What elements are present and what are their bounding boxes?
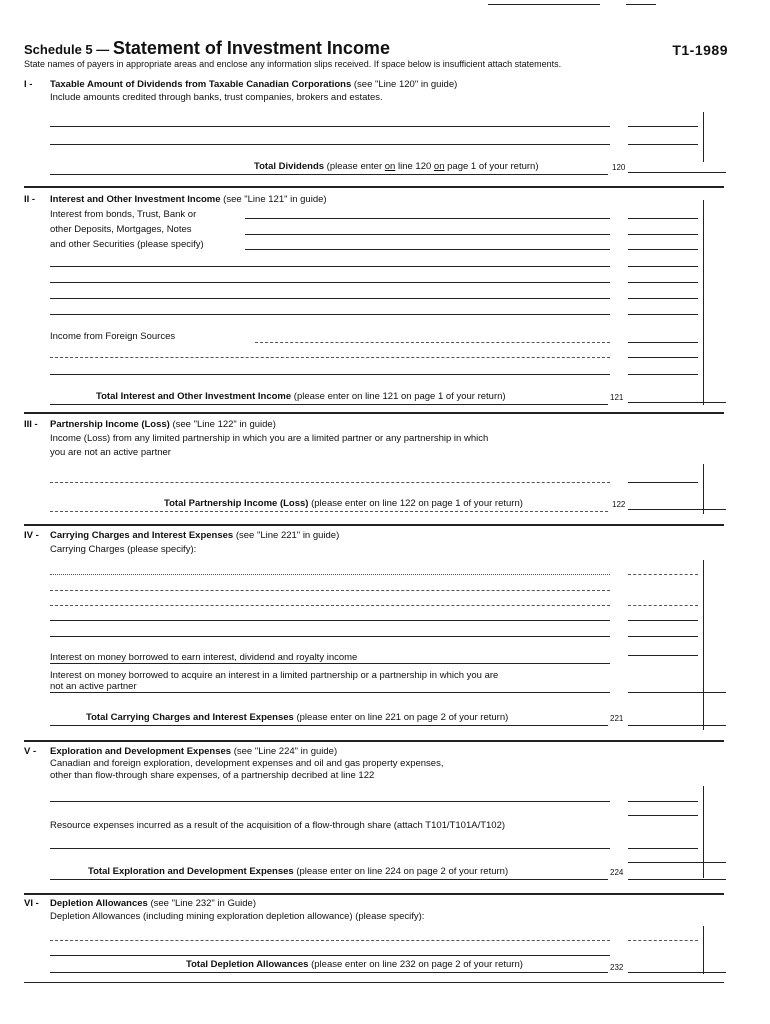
carrying-entry-line[interactable] [50, 574, 610, 575]
section-divider [24, 740, 724, 742]
interest-sub-1: Interest from bonds, Trust, Bank or [50, 209, 197, 220]
total-carrying-title: Total Carrying Charges and Interest Expenses [86, 712, 294, 723]
total-depletion-title: Total Depletion Allowances [186, 959, 309, 970]
depletion-entry-line[interactable] [50, 955, 610, 956]
dividend-entry-line[interactable] [50, 126, 610, 127]
total-dividends-text: (please enter [324, 161, 385, 172]
interest-borrowed-2-amount[interactable] [628, 692, 726, 693]
total-exploration-label [88, 866, 508, 877]
section-2-ref: (see "Line 121" in guide) [220, 194, 327, 205]
interest-borrowed-1-line[interactable] [50, 663, 610, 664]
foreign-amount-line[interactable] [628, 357, 698, 358]
interest-entry-line[interactable] [50, 314, 610, 315]
total-dividends-rule [50, 174, 608, 175]
form-number: T1-1989 [672, 42, 728, 58]
interest-amount-line[interactable] [628, 266, 698, 267]
total-dividends-on: on [384, 161, 396, 172]
line-number-121: 121 [610, 393, 624, 402]
resource-amount-line[interactable] [628, 862, 726, 863]
total-interest-amount[interactable] [628, 402, 726, 403]
line-number-224: 224 [610, 868, 624, 877]
partnership-sub-2: you are not an active partner [50, 447, 171, 458]
section-divider [24, 893, 724, 895]
total-partnership-label [164, 498, 523, 509]
dividend-entry-line[interactable] [50, 144, 610, 145]
resource-expenses-label: Resource expenses incurred as a result of the acquisition of a flow-through share (attach T101/T101A/T102) [50, 820, 506, 831]
total-partnership-rule [50, 511, 608, 512]
total-exploration-rule [50, 879, 608, 880]
section-1-ref: (see "Line 120" in guide) [351, 79, 458, 90]
resource-amount-line[interactable] [628, 815, 698, 816]
interest-sub-2: other Deposits, Mortgages, Notes [50, 224, 192, 235]
exploration-amount-line[interactable] [628, 801, 698, 802]
foreign-amount-line[interactable] [628, 342, 698, 343]
total-depletion-rule [50, 972, 608, 973]
total-dividends-line: line 120 [395, 161, 434, 172]
line-number-122: 122 [612, 500, 626, 509]
interest-amount-line[interactable] [628, 314, 698, 315]
section-2-heading [50, 194, 327, 205]
cents-divider [703, 560, 704, 730]
section-6-ref: (see "Line 232" in Guide) [147, 898, 256, 909]
interest-borrowed-2b: not an active partner [50, 681, 137, 692]
section-1-number: I - [24, 79, 33, 90]
total-dividends-on2: on [433, 161, 445, 172]
interest-entry-line[interactable] [245, 249, 610, 250]
top-rule-left [488, 4, 600, 5]
total-dividends-amount[interactable] [628, 172, 726, 173]
section-1-title: Taxable Amount of Dividends from Taxable Canadian Corporations [50, 79, 352, 90]
carrying-charges-sub: Carrying Charges (please specify): [50, 544, 197, 555]
total-exploration-text: (please enter on line 224 on page 2 of your return) [293, 866, 509, 877]
line-number-221: 221 [610, 714, 624, 723]
interest-amount-line[interactable] [628, 249, 698, 250]
resource-amount-line[interactable] [628, 848, 698, 849]
line-number-232: 232 [610, 963, 624, 972]
interest-entry-line[interactable] [245, 234, 610, 235]
total-dividends-page: page 1 of your return) [444, 161, 539, 172]
total-interest-title: Total Interest and Other Investment Income [96, 391, 292, 402]
foreign-amount-line[interactable] [628, 374, 698, 375]
interest-amount-line[interactable] [628, 298, 698, 299]
total-depletion-amount[interactable] [628, 972, 726, 973]
section-4-title: Carrying Charges and Interest Expenses [50, 530, 234, 541]
interest-borrowed-1-amount[interactable] [628, 655, 698, 656]
total-partnership-title: Total Partnership Income (Loss) [164, 498, 309, 509]
bottom-rule [24, 982, 724, 983]
partnership-sub-1: Income (Loss) from any limited partnership in which you are a limited partner or any partnership in which [50, 433, 489, 444]
interest-amount-line[interactable] [628, 234, 698, 235]
total-depletion-label [186, 959, 523, 970]
instructions: State names of payers in appropriate areas and enclose any information slips received. If space below is insufficient attach statements. [24, 59, 562, 69]
schedule-title: Statement of Investment Income [112, 38, 390, 58]
section-divider [24, 186, 724, 188]
interest-entry-line[interactable] [50, 298, 610, 299]
resource-entry-line[interactable] [50, 848, 610, 849]
section-divider [24, 524, 724, 526]
section-5-ref: (see "Line 224" in guide) [231, 746, 338, 757]
section-4-number: IV - [24, 530, 39, 541]
foreign-income-label: Income from Foreign Sources [50, 331, 176, 342]
title-dash: — [96, 42, 110, 57]
schedule-label: Schedule 5 [24, 42, 93, 57]
line-number-120: 120 [612, 163, 626, 172]
partnership-amount-line[interactable] [628, 482, 698, 483]
exploration-entry-line[interactable] [50, 801, 610, 802]
total-carrying-label [86, 712, 508, 723]
foreign-income-line[interactable] [255, 342, 610, 343]
carrying-amount-line[interactable] [628, 605, 698, 606]
total-carrying-amount[interactable] [628, 725, 726, 726]
cents-divider [703, 786, 704, 878]
total-depletion-text: (please enter on line 232 on page 2 of your return) [308, 959, 523, 970]
dividend-amount-line[interactable] [628, 144, 698, 145]
interest-entry-line[interactable] [245, 218, 610, 219]
section-5-number: V - [24, 746, 37, 757]
total-partnership-text: (please enter on line 122 on page 1 of your return) [308, 498, 523, 509]
section-2-title: Interest and Other Investment Income [50, 194, 221, 205]
section-5-heading [50, 746, 337, 757]
depletion-entry-line[interactable] [50, 940, 610, 941]
interest-sub-3: and other Securities (please specify) [50, 239, 204, 250]
interest-borrowed-2a: Interest on money borrowed to acquire an interest in a limited partnership or a partnership in which you are [50, 670, 499, 681]
depletion-sub: Depletion Allowances (including mining exploration depletion allowance) (please specify): [50, 911, 425, 922]
total-interest-label [96, 391, 506, 402]
depletion-amount-line[interactable] [628, 940, 698, 941]
interest-entry-line[interactable] [50, 266, 610, 267]
section-6-title: Depletion Allowances [50, 898, 148, 909]
section-3-heading [50, 419, 276, 430]
section-3-title: Partnership Income (Loss) [50, 419, 170, 430]
interest-amount-line[interactable] [628, 282, 698, 283]
partnership-entry-line[interactable] [50, 482, 610, 483]
section-6-number: VI - [24, 898, 39, 909]
total-exploration-title: Total Exploration and Development Expenses [88, 866, 294, 877]
total-dividends-title: Total Dividends [254, 161, 325, 172]
carrying-entry-line[interactable] [50, 620, 610, 621]
total-exploration-amount[interactable] [628, 879, 726, 880]
foreign-income-line[interactable] [50, 374, 610, 375]
interest-borrowed-1: Interest on money borrowed to earn interest, dividend and royalty income [50, 652, 358, 663]
carrying-amount-line[interactable] [628, 620, 698, 621]
cents-divider [703, 112, 704, 162]
section-1-subtext: Include amounts credited through banks, trust companies, brokers and estates. [50, 92, 383, 103]
cents-divider [703, 926, 704, 974]
dividend-amount-line[interactable] [628, 126, 698, 127]
page-title [24, 38, 390, 59]
cents-divider [703, 200, 704, 405]
carrying-entry-line[interactable] [50, 636, 610, 637]
total-carrying-rule [50, 725, 608, 726]
carrying-entry-line[interactable] [50, 605, 610, 606]
interest-borrowed-2-line[interactable] [50, 692, 610, 693]
top-rule-right [626, 4, 656, 5]
foreign-income-line[interactable] [50, 357, 610, 358]
exploration-sub-2: other than flow-through share expenses, of a partnership decribed at line 122 [50, 770, 375, 781]
total-dividends-label [254, 161, 538, 172]
carrying-entry-line[interactable] [50, 590, 610, 591]
interest-entry-line[interactable] [50, 282, 610, 283]
section-4-heading [50, 530, 339, 541]
section-2-number: II - [24, 194, 36, 205]
section-4-ref: (see "Line 221" in guide) [233, 530, 340, 541]
section-1-heading [50, 79, 457, 90]
total-interest-rule [50, 404, 608, 405]
total-carrying-text: (please enter on line 221 on page 2 of your return) [293, 712, 509, 723]
section-3-ref: (see "Line 122" in guide) [169, 419, 276, 430]
section-divider [24, 412, 724, 414]
exploration-sub-1: Canadian and foreign exploration, development expenses and oil and gas property expenses, [50, 758, 444, 769]
carrying-amount-line[interactable] [628, 574, 698, 575]
section-3-number: III - [24, 419, 38, 430]
cents-divider [703, 464, 704, 514]
total-interest-text: (please enter on line 121 on page 1 of your return) [291, 391, 506, 402]
total-partnership-amount[interactable] [628, 509, 726, 510]
section-5-title: Exploration and Development Expenses [50, 746, 232, 757]
section-6-heading [50, 898, 256, 909]
carrying-amount-line[interactable] [628, 636, 698, 637]
interest-amount-line[interactable] [628, 218, 698, 219]
